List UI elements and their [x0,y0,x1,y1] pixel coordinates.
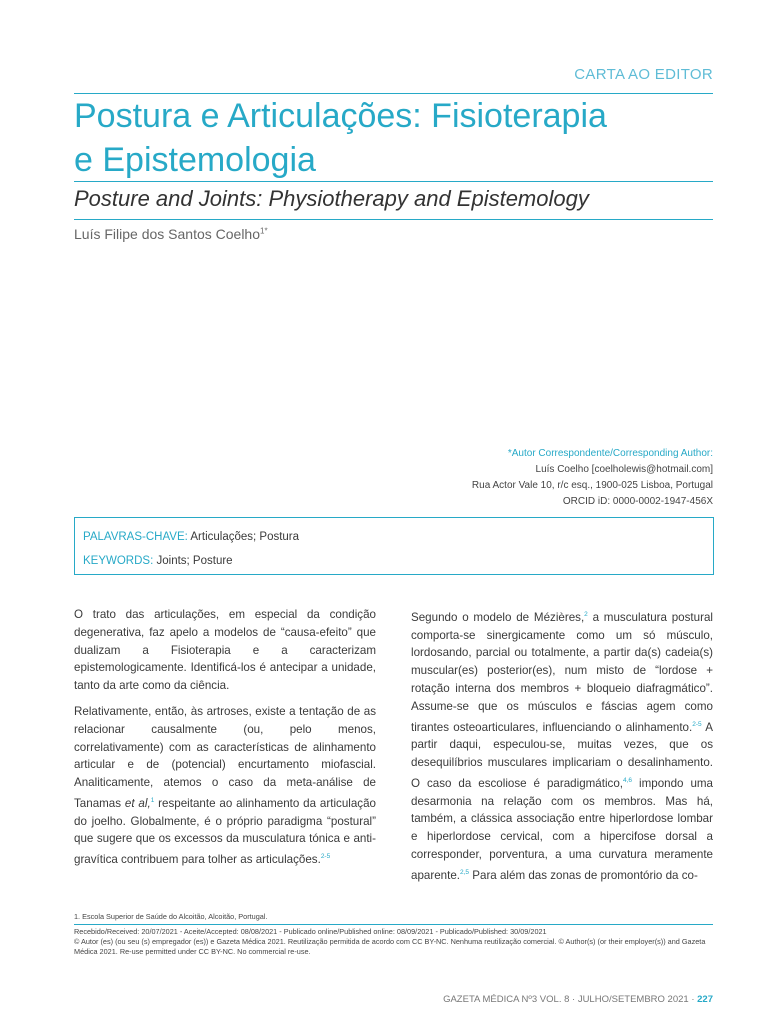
footnotes [74,912,713,957]
article-title [74,94,714,182]
keywords-en-label: KEYWORDS: [83,555,154,567]
citation[interactable]: 2-5 [692,720,702,728]
title-line-2: e Epistemologia [74,141,316,179]
keywords-en-values: Joints; Posture [156,555,233,567]
body-column-right [411,606,713,892]
author-marks: 1* [260,226,268,236]
et-al: et al, [124,796,151,810]
citation[interactable]: 4,6 [623,776,633,784]
title-bottom-rule [74,181,713,182]
body-column-left [74,606,376,877]
corresponding-author-orcid: ORCID iD: 0000-0002-1947-456X [562,496,713,507]
license-footnote: © Autor (es) (ou seu (s) empregador (es)) e Gazeta Médica 2021. Reutilização permitida de acordo com CC BY-NC. Nenhuma reutilização comercial. © Author(s) (or their employer(s)) and Gazeta Médica 2021. Re-use permitted under CC BY-NC. No commercial re-use. [74,937,706,956]
keywords-pt [83,525,705,549]
paragraph-1: O trato das articulações, em especial da condição degenerativa, faz apelo a modelos de “causa-efeito” que dualizam a Fisioterapia e a caracterizam epistemologicamente. Identificá-los é antecipar a unidade, tanto da arte como da ciência. [74,608,376,693]
citation[interactable]: 2-5 [320,853,331,861]
author-name: Luís Filipe dos Santos Coelho [74,226,260,242]
keywords-pt-label: PALAVRAS-CHAVE: [83,531,188,543]
keywords-box [74,517,714,575]
author-line [74,226,268,242]
citation[interactable]: 1 [150,796,155,804]
paragraph-3: Segundo o modelo de Mézières,$^2$ a musculatura postural comporta-se sinergicamente como um só músculo, lordosando, parcial ou totalmente, a partir da(s) cadeia(s) muscular(es) posterior(es), num misto de “lordose + rotação interna dos membros + bloqueio diafragmático”. Assume-se que os músculos e fáscias agem como tirantes osteoarticulares, influenciando o alinhamento.$^{2-5}$ A partir daqui, especulou-se, muitas vezes, que os desequilíbrios musculares implicariam o desalinhamento. O caso da escoliose é paradigmático,$^{4,6}$ impondo uma desarmonia na relação com os membros. Mas há, também, a clássica associação entre hiperlordose lombar e hiperlordose cervical, com a hipercifose dorsal a corresponder, porventura, a uma curvatura meramente aparente.$^{2,5}$ Para além das zonas de promontório da co- [411,610,713,882]
article-subtitle: Posture and Joints: Physiotherapy and Epistemology [74,186,589,211]
paragraph-2: Relativamente, então, às artroses, existe a tentação de as relacionar causalmente (ou, pelo menos, correlativamente) com as características de alinhamento articular e de (potencial) encurtamento miofascial. Analiticamente, atemos o caso da meta-análise de Tanamas et al,$^1$ respeitante ao alinhamento da articulação do joelho. Globalmente, é o próprio paradigma “postural” que sugere que os excessos da musculatura tónica e anti-gravítica contribuem para tolher as articulações.$^{2-5}$ [74,704,376,867]
title-line-1: Postura e Articulações: Fisioterapia [74,97,607,135]
corresponding-author-block [360,446,713,510]
section-label: CARTA AO EDITOR [574,66,713,83]
dates-footnote: Recebido/Received: 20/07/2021 - Aceite/Accepted: 08/08/2021 - Publicado online/Published online: 08/09/2021 - Publicado/Published: 30/09/2021 [74,927,547,936]
page-footer [443,994,713,1005]
corresponding-author-heading: *Autor Correspondente/Corresponding Author: [507,448,713,459]
subtitle-rule [74,219,713,220]
page-number: 227 [697,994,713,1005]
journal-info: GAZETA MÉDICA Nº3 VOL. 8 · JULHO/SETEMBRO 2021 · [443,994,695,1005]
keywords-en [83,549,705,573]
corresponding-author-address: Rua Actor Vale 10, r/c esq., 1900-025 Lisboa, Portugal [471,480,713,491]
citation[interactable]: 2 [584,611,588,618]
keywords-pt-values: Articulações; Postura [190,531,300,543]
citation[interactable]: 2,5 [460,868,470,876]
affiliation-footnote: 1. Escola Superior de Saúde do Alcoitão, Alcoitão, Portugal. [74,912,713,925]
corresponding-author-email[interactable]: Luís Coelho [coelholewis@hotmail.com] [535,464,713,475]
